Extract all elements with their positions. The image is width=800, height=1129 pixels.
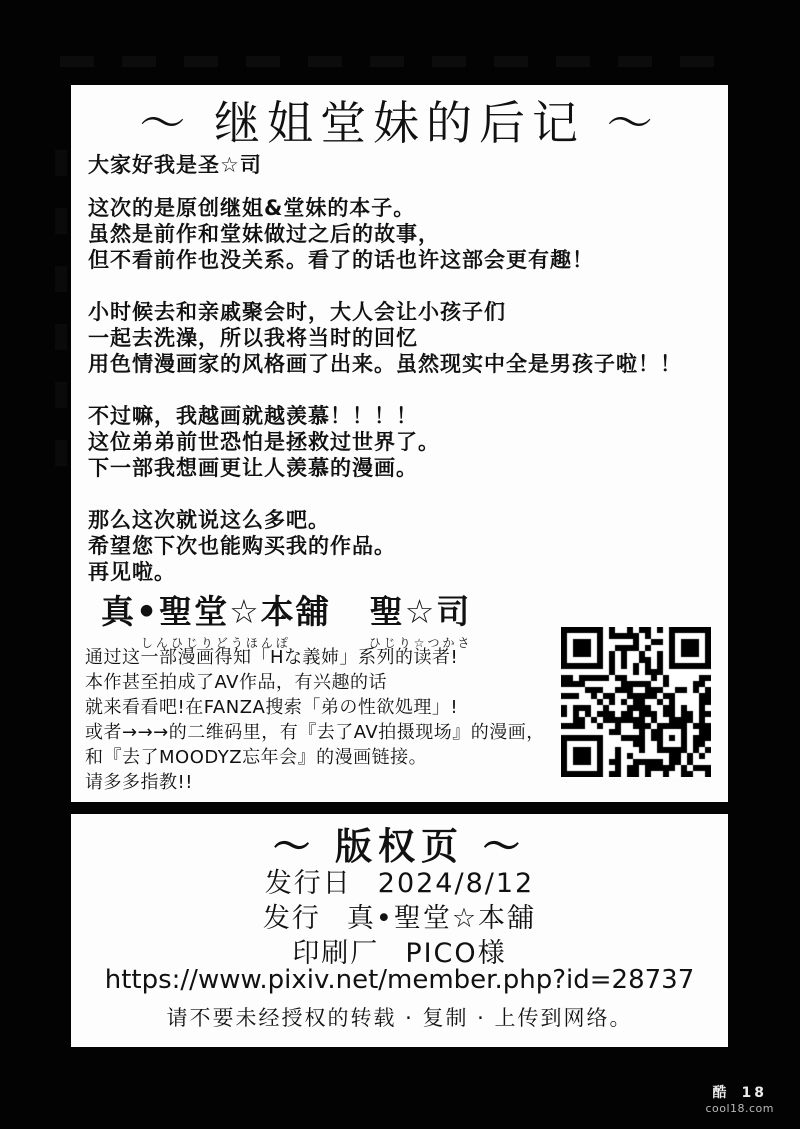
watermark-num: 18 <box>741 1085 767 1101</box>
afterword-title: ～ 继姐堂妹的后记 ～ <box>139 96 660 150</box>
qr-code <box>560 626 712 778</box>
watermark-title <box>705 1086 774 1101</box>
author-signature <box>369 586 473 651</box>
circle-name: 真•聖堂☆本舖 <box>101 592 331 631</box>
qr-note-line: 和『去了MOODYZ忘年会』的漫画链接。 <box>85 747 428 768</box>
afterword-page <box>71 85 728 802</box>
watermark-domain: cool18.com <box>705 1102 774 1116</box>
afterword-greeting: 大家好我是圣☆司 <box>88 153 262 177</box>
afterword-line: 再见啦。 <box>88 560 176 584</box>
scan-artifact <box>60 56 736 67</box>
afterword-line: 不过嘛，我越画就越羡慕！！！！ <box>88 404 418 428</box>
qr-note-line: 请多多指教!! <box>85 772 193 793</box>
afterword-paragraph <box>88 403 714 481</box>
colophon-value: PICO様 <box>405 938 507 969</box>
afterword-line: 用色情漫画家的风格画了出来。虽然现实中全是男孩子啦！！ <box>88 352 682 376</box>
afterword-line: 下一部我想画更让人羡慕的漫画。 <box>88 456 418 480</box>
colophon-value: 2024/8/12 <box>377 868 535 899</box>
site-watermark <box>705 1086 774 1115</box>
afterword-line: 那么这次就说这么多吧。 <box>88 508 330 532</box>
qr-note-line: 通过这一部漫画得知「Hな義姉」系列的读者! <box>85 647 459 668</box>
colophon-row-printer <box>71 931 728 969</box>
colophon-label: 发行日 <box>264 868 352 899</box>
afterword-line: 小时候去和亲戚聚会时，大人会让小孩子们 <box>88 300 506 324</box>
colophon-row-publisher <box>71 896 728 934</box>
signature-block <box>101 586 472 651</box>
circle-signature <box>101 586 331 651</box>
circle-furigana: しんひじりどうほんぽ <box>140 636 291 650</box>
author-furigana: ひじり☆つかさ <box>368 636 473 650</box>
qr-note-line: 就来看看吧!在FANZA搜索「弟の性欲処理」! <box>85 697 459 718</box>
colophon-value: 真•聖堂☆本舖 <box>346 903 537 934</box>
afterword-line: 一起去洗澡，所以我将当时的回忆 <box>88 326 418 350</box>
colophon-row-publish-date <box>71 861 728 899</box>
qr-code-image <box>561 627 711 777</box>
scan-artifact <box>55 150 67 490</box>
afterword-line: 但不看前作也没关系。看了的话也许这部会更有趣！ <box>88 248 594 272</box>
afterword-line: 虽然是前作和堂妹做过之后的故事， <box>88 222 440 246</box>
afterword-body <box>88 195 714 611</box>
afterword-paragraph <box>88 195 714 273</box>
colophon-rows <box>71 861 728 969</box>
colophon-label: 印刷厂 <box>292 938 380 969</box>
colophon-label: 发行 <box>262 903 321 934</box>
qr-note <box>85 645 545 795</box>
author-name: 聖☆司 <box>369 592 472 631</box>
copyright-notice: 请不要未经授权的转载 · 复制 · 上传到网络。 <box>166 1006 633 1030</box>
watermark-cn: 酷 <box>712 1085 727 1101</box>
colophon-title: ～ 版权页 ～ <box>273 825 526 868</box>
afterword-paragraph <box>88 299 714 377</box>
afterword-paragraph <box>88 507 714 585</box>
afterword-line: 这位弟弟前世恐怕是拯救过世界了。 <box>88 430 440 454</box>
afterword-line: 希望您下次也能购买我的作品。 <box>88 534 396 558</box>
afterword-line: 这次的是原创继姐&堂妹的本子。 <box>88 196 416 220</box>
qr-note-line: 或者→→→的二维码里，有『去了AV拍摄现场』的漫画， <box>85 722 545 743</box>
pixiv-url: https://www.pixiv.net/member.php?id=28737 <box>104 965 695 995</box>
qr-note-line: 本作甚至拍成了AV作品，有兴趣的话 <box>85 672 387 693</box>
colophon-page <box>71 814 728 1047</box>
